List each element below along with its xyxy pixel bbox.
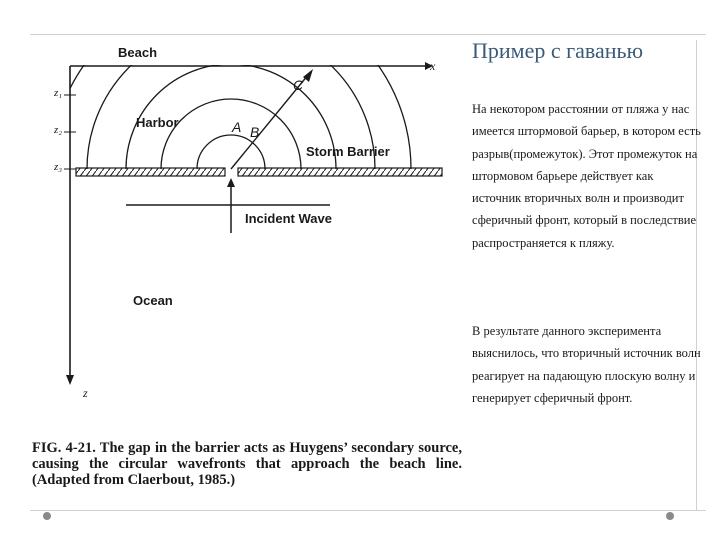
paragraph-1: На некотором расстоянии от пляжа у нас имеется штормовой барьер, в котором есть разрыв(промежуток). Этот промежуток на штормовом барьере действует как источник вторичных волн и производит сферичный фронт, который в последствие распространяется к пляжу. (472, 102, 701, 250)
figure-caption: FIG. 4-21. The gap in the barrier acts as Huygens’ secondary source, causing the circular wavefronts that approach the beach line. (Adapted from Claerbout, 1985.) (32, 440, 462, 488)
ocean-label: Ocean (133, 293, 173, 308)
storm-barrier (76, 168, 442, 176)
paragraph-2: В результате данного эксперимента выяснилось, что вторичный источник волн реагирует на падающую плоскую волну и генерирует сферичный фронт. (472, 324, 701, 405)
beach-label: Beach (118, 45, 158, 60)
corner-dot-left (43, 512, 51, 520)
harbor-label: Harbor (136, 115, 179, 130)
z3-label: z₃ (54, 161, 63, 173)
z-axis (64, 66, 76, 385)
point-a-label: A (232, 119, 242, 135)
incident-wave-label: Incident Wave (245, 211, 332, 226)
slide-title: Пример с гаванью (472, 38, 644, 63)
point-b-label: B (250, 124, 260, 140)
z-axis-label: z (83, 386, 88, 400)
huygens-harbor-figure (30, 35, 465, 505)
z2-label: z₂ (54, 124, 63, 136)
storm-barrier-label: Storm Barrier (306, 144, 390, 159)
harbor-diagram (30, 35, 465, 505)
point-c-label: C (293, 77, 304, 93)
x-axis-label: x (430, 59, 436, 73)
frame-bottom-line (30, 510, 706, 511)
corner-dot-right (666, 512, 674, 520)
z1-label: z₁ (54, 87, 63, 99)
